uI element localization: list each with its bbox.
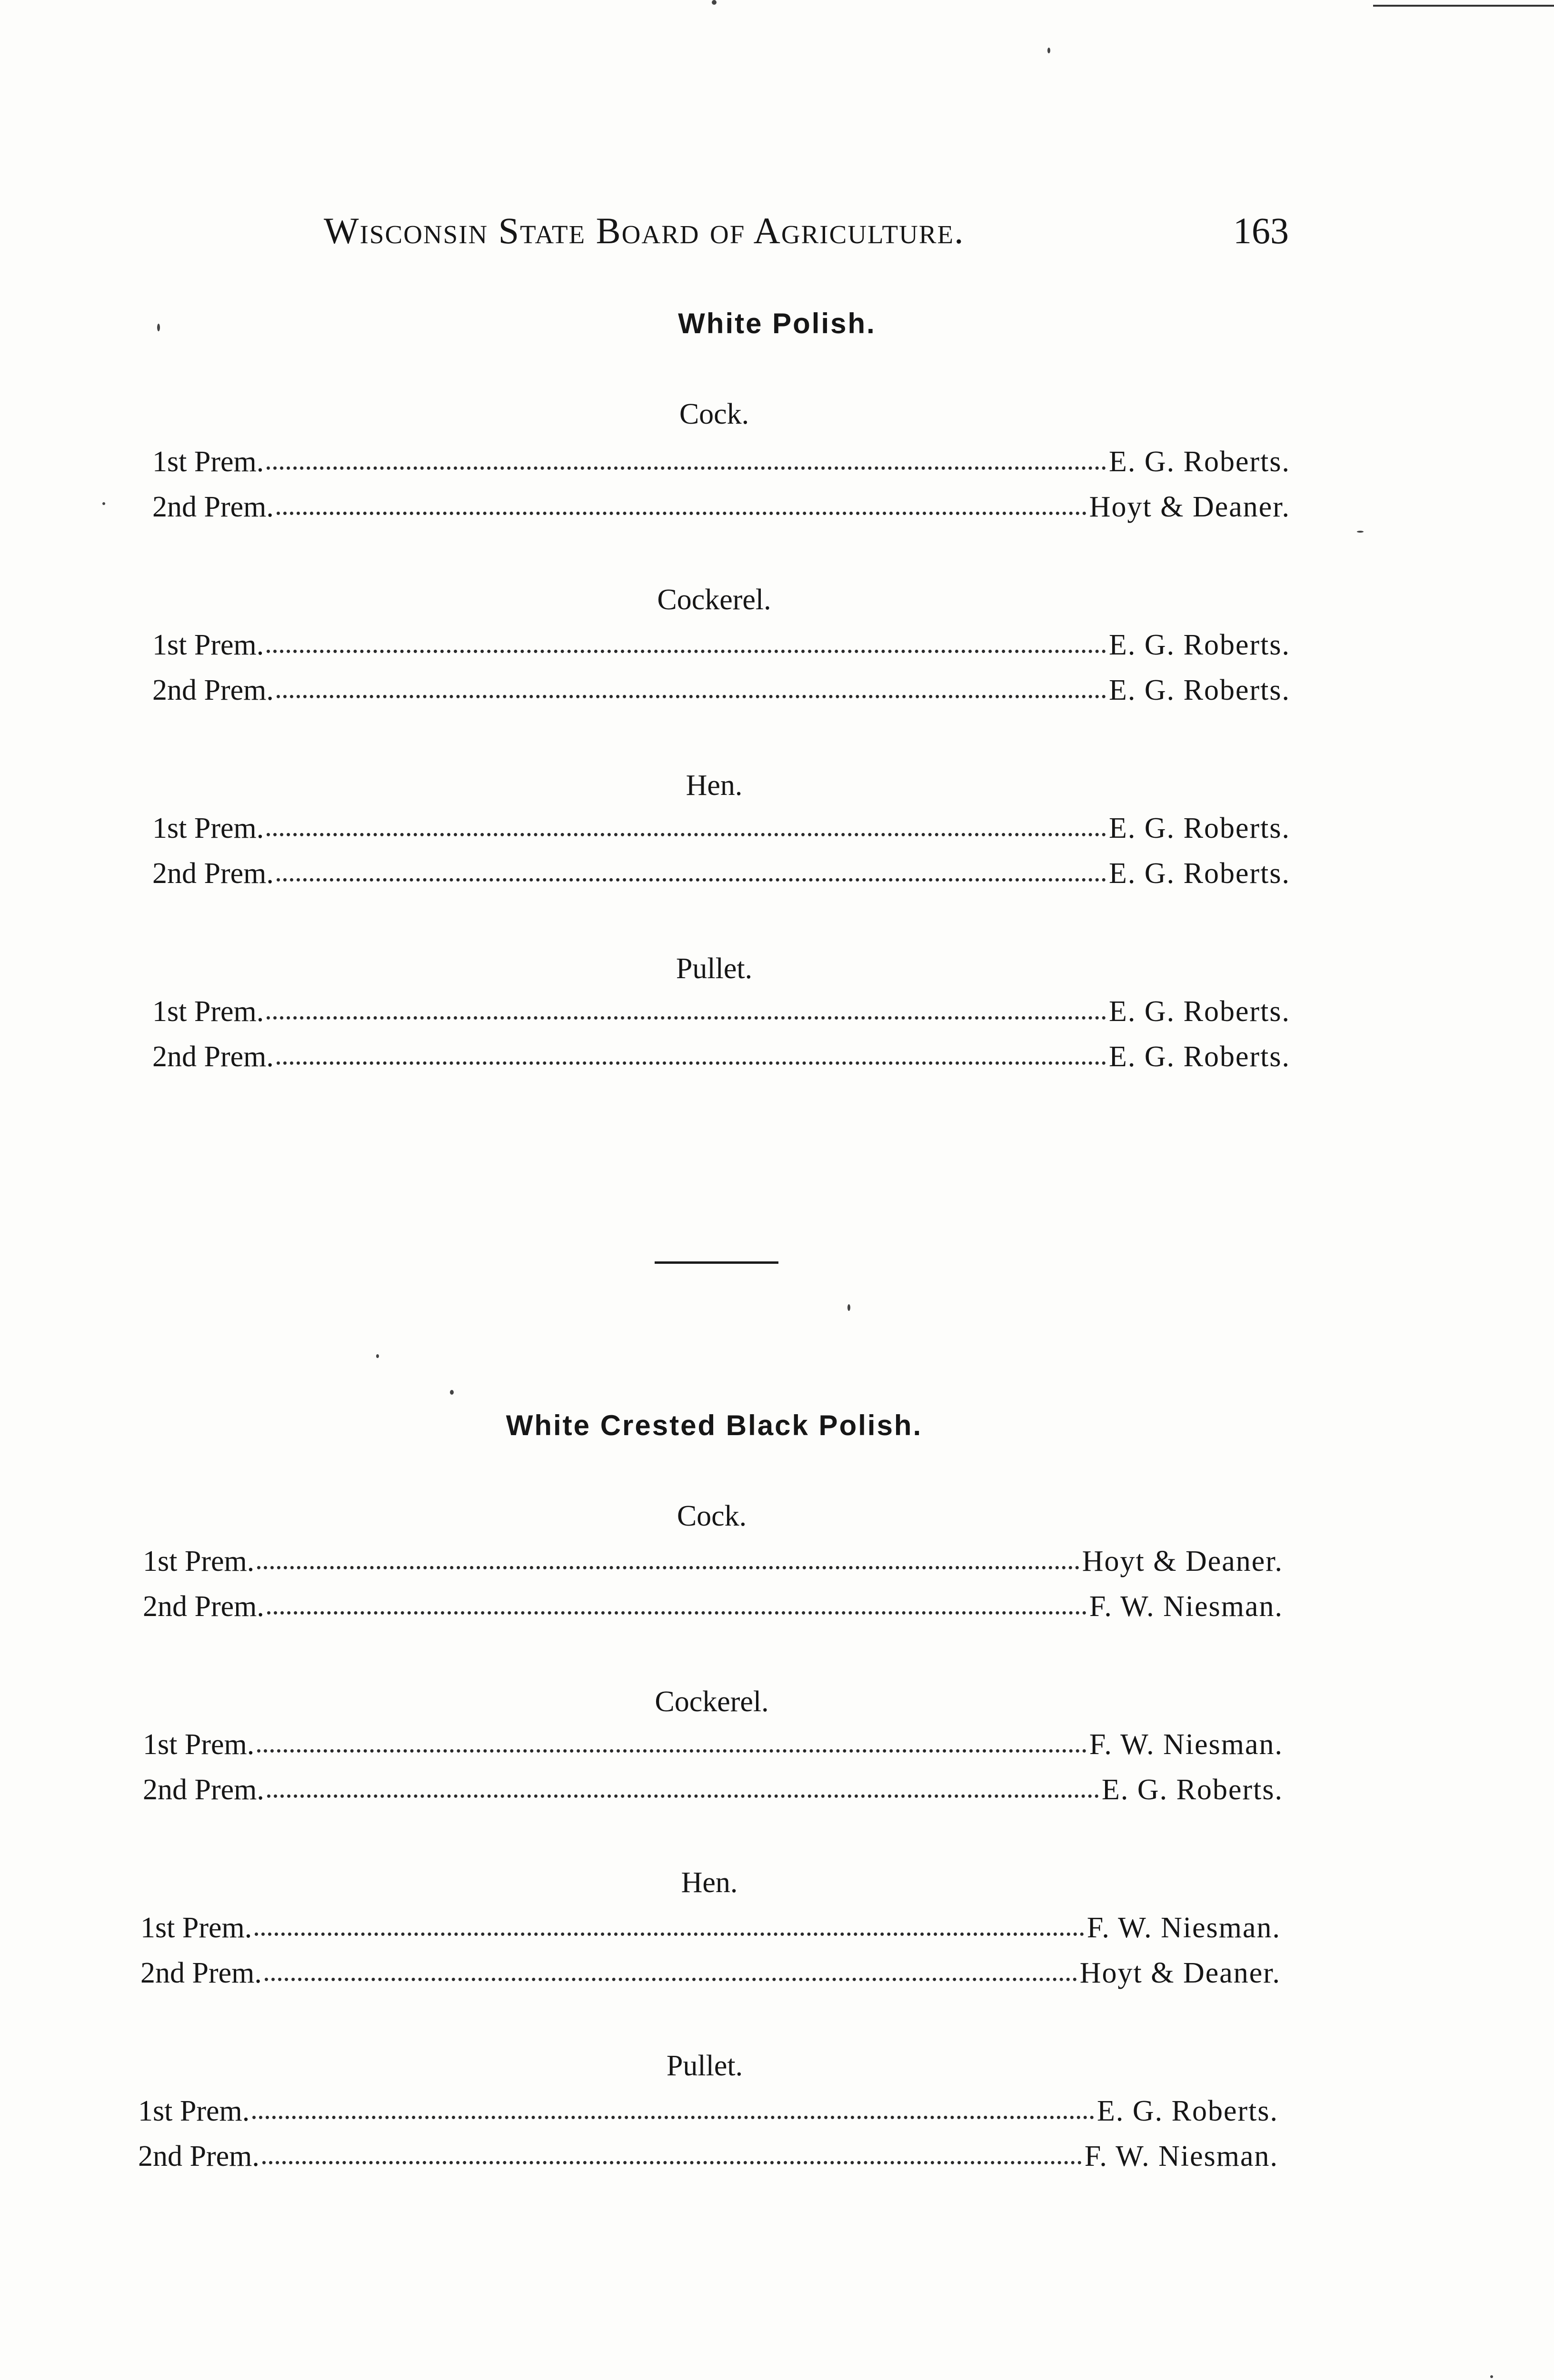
- scan-speck: [376, 1354, 379, 1358]
- premium-winner: E. G. Roberts.: [1108, 629, 1290, 661]
- breed-heading: White Crested Black Polish.: [506, 1409, 923, 1441]
- class-heading: Hen.: [681, 1866, 738, 1899]
- premium-place: 1st Prem.: [152, 995, 264, 1028]
- premium-row: [152, 628, 1290, 666]
- premium-winner: F. W. Niesman.: [1089, 1728, 1283, 1761]
- scan-speck: [847, 1304, 850, 1311]
- premium-row: [152, 995, 1290, 1033]
- dot-leader: [267, 632, 1106, 653]
- running-head: Wisconsin State Board of Agriculture.: [324, 210, 965, 251]
- class-heading: Hen.: [686, 769, 743, 802]
- premium-place: 1st Prem.: [138, 2095, 250, 2127]
- premium-place: 1st Prem.: [152, 629, 264, 661]
- premium-row: [143, 1545, 1283, 1583]
- premium-place: 2nd Prem.: [138, 2140, 259, 2172]
- scan-speck: [157, 324, 160, 331]
- premium-row: [152, 445, 1290, 483]
- premium-winner: E. G. Roberts.: [1108, 674, 1290, 706]
- scan-speck: [450, 1390, 454, 1395]
- dot-leader: [257, 1548, 1079, 1569]
- class-heading: Pullet.: [666, 2050, 743, 2082]
- class-heading: Cock.: [677, 1500, 747, 1532]
- premium-winner: F. W. Niesman.: [1084, 2140, 1278, 2172]
- scan-speck: [1490, 2375, 1493, 2378]
- premium-place: 2nd Prem.: [140, 1957, 262, 1989]
- scan-speck: [1357, 531, 1364, 533]
- premium-winner: E. G. Roberts.: [1108, 857, 1290, 890]
- dot-leader: [277, 494, 1086, 515]
- dot-leader: [255, 1915, 1084, 1936]
- premium-place: 2nd Prem.: [143, 1774, 264, 1806]
- dot-leader: [267, 815, 1106, 836]
- premium-row: [140, 1956, 1281, 1994]
- dot-leader: [277, 1044, 1106, 1065]
- dot-leader: [277, 677, 1106, 698]
- premium-row: [140, 1911, 1281, 1949]
- scan-speck: [1047, 48, 1050, 53]
- premium-row: [143, 1728, 1283, 1766]
- class-heading: Pullet.: [676, 952, 753, 985]
- scan-speck: [712, 0, 717, 5]
- premium-row: [152, 857, 1290, 895]
- premium-place: 1st Prem.: [152, 446, 264, 478]
- premium-place: 2nd Prem.: [152, 674, 274, 706]
- top-edge-rule: [1373, 5, 1554, 7]
- class-heading: Cockerel.: [655, 1686, 769, 1718]
- premium-row: [143, 1773, 1283, 1811]
- premium-winner: F. W. Niesman.: [1089, 1590, 1283, 1623]
- scan-speck: [102, 502, 105, 505]
- class-heading: Cock.: [679, 398, 749, 430]
- section-divider: [655, 1261, 778, 1264]
- premium-winner: E. G. Roberts.: [1108, 995, 1290, 1028]
- dot-leader: [267, 449, 1106, 470]
- premium-place: 2nd Prem.: [143, 1590, 264, 1623]
- class-heading: Cockerel.: [657, 584, 771, 616]
- premium-winner: F. W. Niesman.: [1086, 1912, 1281, 1944]
- dot-leader: [277, 861, 1106, 882]
- premium-winner: E. G. Roberts.: [1101, 1774, 1283, 1806]
- premium-winner: E. G. Roberts.: [1096, 2095, 1278, 2127]
- page-number: 163: [1233, 210, 1289, 251]
- premium-place: 1st Prem.: [140, 1912, 252, 1944]
- premium-place: 1st Prem.: [143, 1545, 255, 1577]
- dot-leader: [265, 1960, 1077, 1981]
- premium-place: 1st Prem.: [152, 812, 264, 844]
- premium-winner: E. G. Roberts.: [1108, 812, 1290, 844]
- premium-row: [138, 2094, 1278, 2132]
- premium-row: [143, 1590, 1283, 1628]
- premium-row: [152, 812, 1290, 850]
- premium-row: [138, 2140, 1278, 2178]
- premium-winner: E. G. Roberts.: [1108, 446, 1290, 478]
- premium-place: 2nd Prem.: [152, 1041, 274, 1073]
- premium-row: [152, 674, 1290, 712]
- dot-leader: [257, 1732, 1086, 1753]
- premium-winner: Hoyt & Deaner.: [1089, 491, 1290, 523]
- premium-place: 2nd Prem.: [152, 857, 274, 890]
- premium-row: [152, 1040, 1290, 1078]
- premium-winner: E. G. Roberts.: [1108, 1041, 1290, 1073]
- breed-heading: White Polish.: [678, 307, 876, 339]
- premium-winner: Hoyt & Deaner.: [1082, 1545, 1283, 1577]
- premium-row: [152, 490, 1290, 528]
- premium-place: 2nd Prem.: [152, 491, 274, 523]
- dot-leader: [252, 2098, 1094, 2119]
- premium-place: 1st Prem.: [143, 1728, 255, 1761]
- dot-leader: [267, 1594, 1086, 1615]
- dot-leader: [262, 2143, 1082, 2164]
- premium-winner: Hoyt & Deaner.: [1079, 1957, 1281, 1989]
- dot-leader: [267, 999, 1106, 1020]
- dot-leader: [267, 1777, 1099, 1798]
